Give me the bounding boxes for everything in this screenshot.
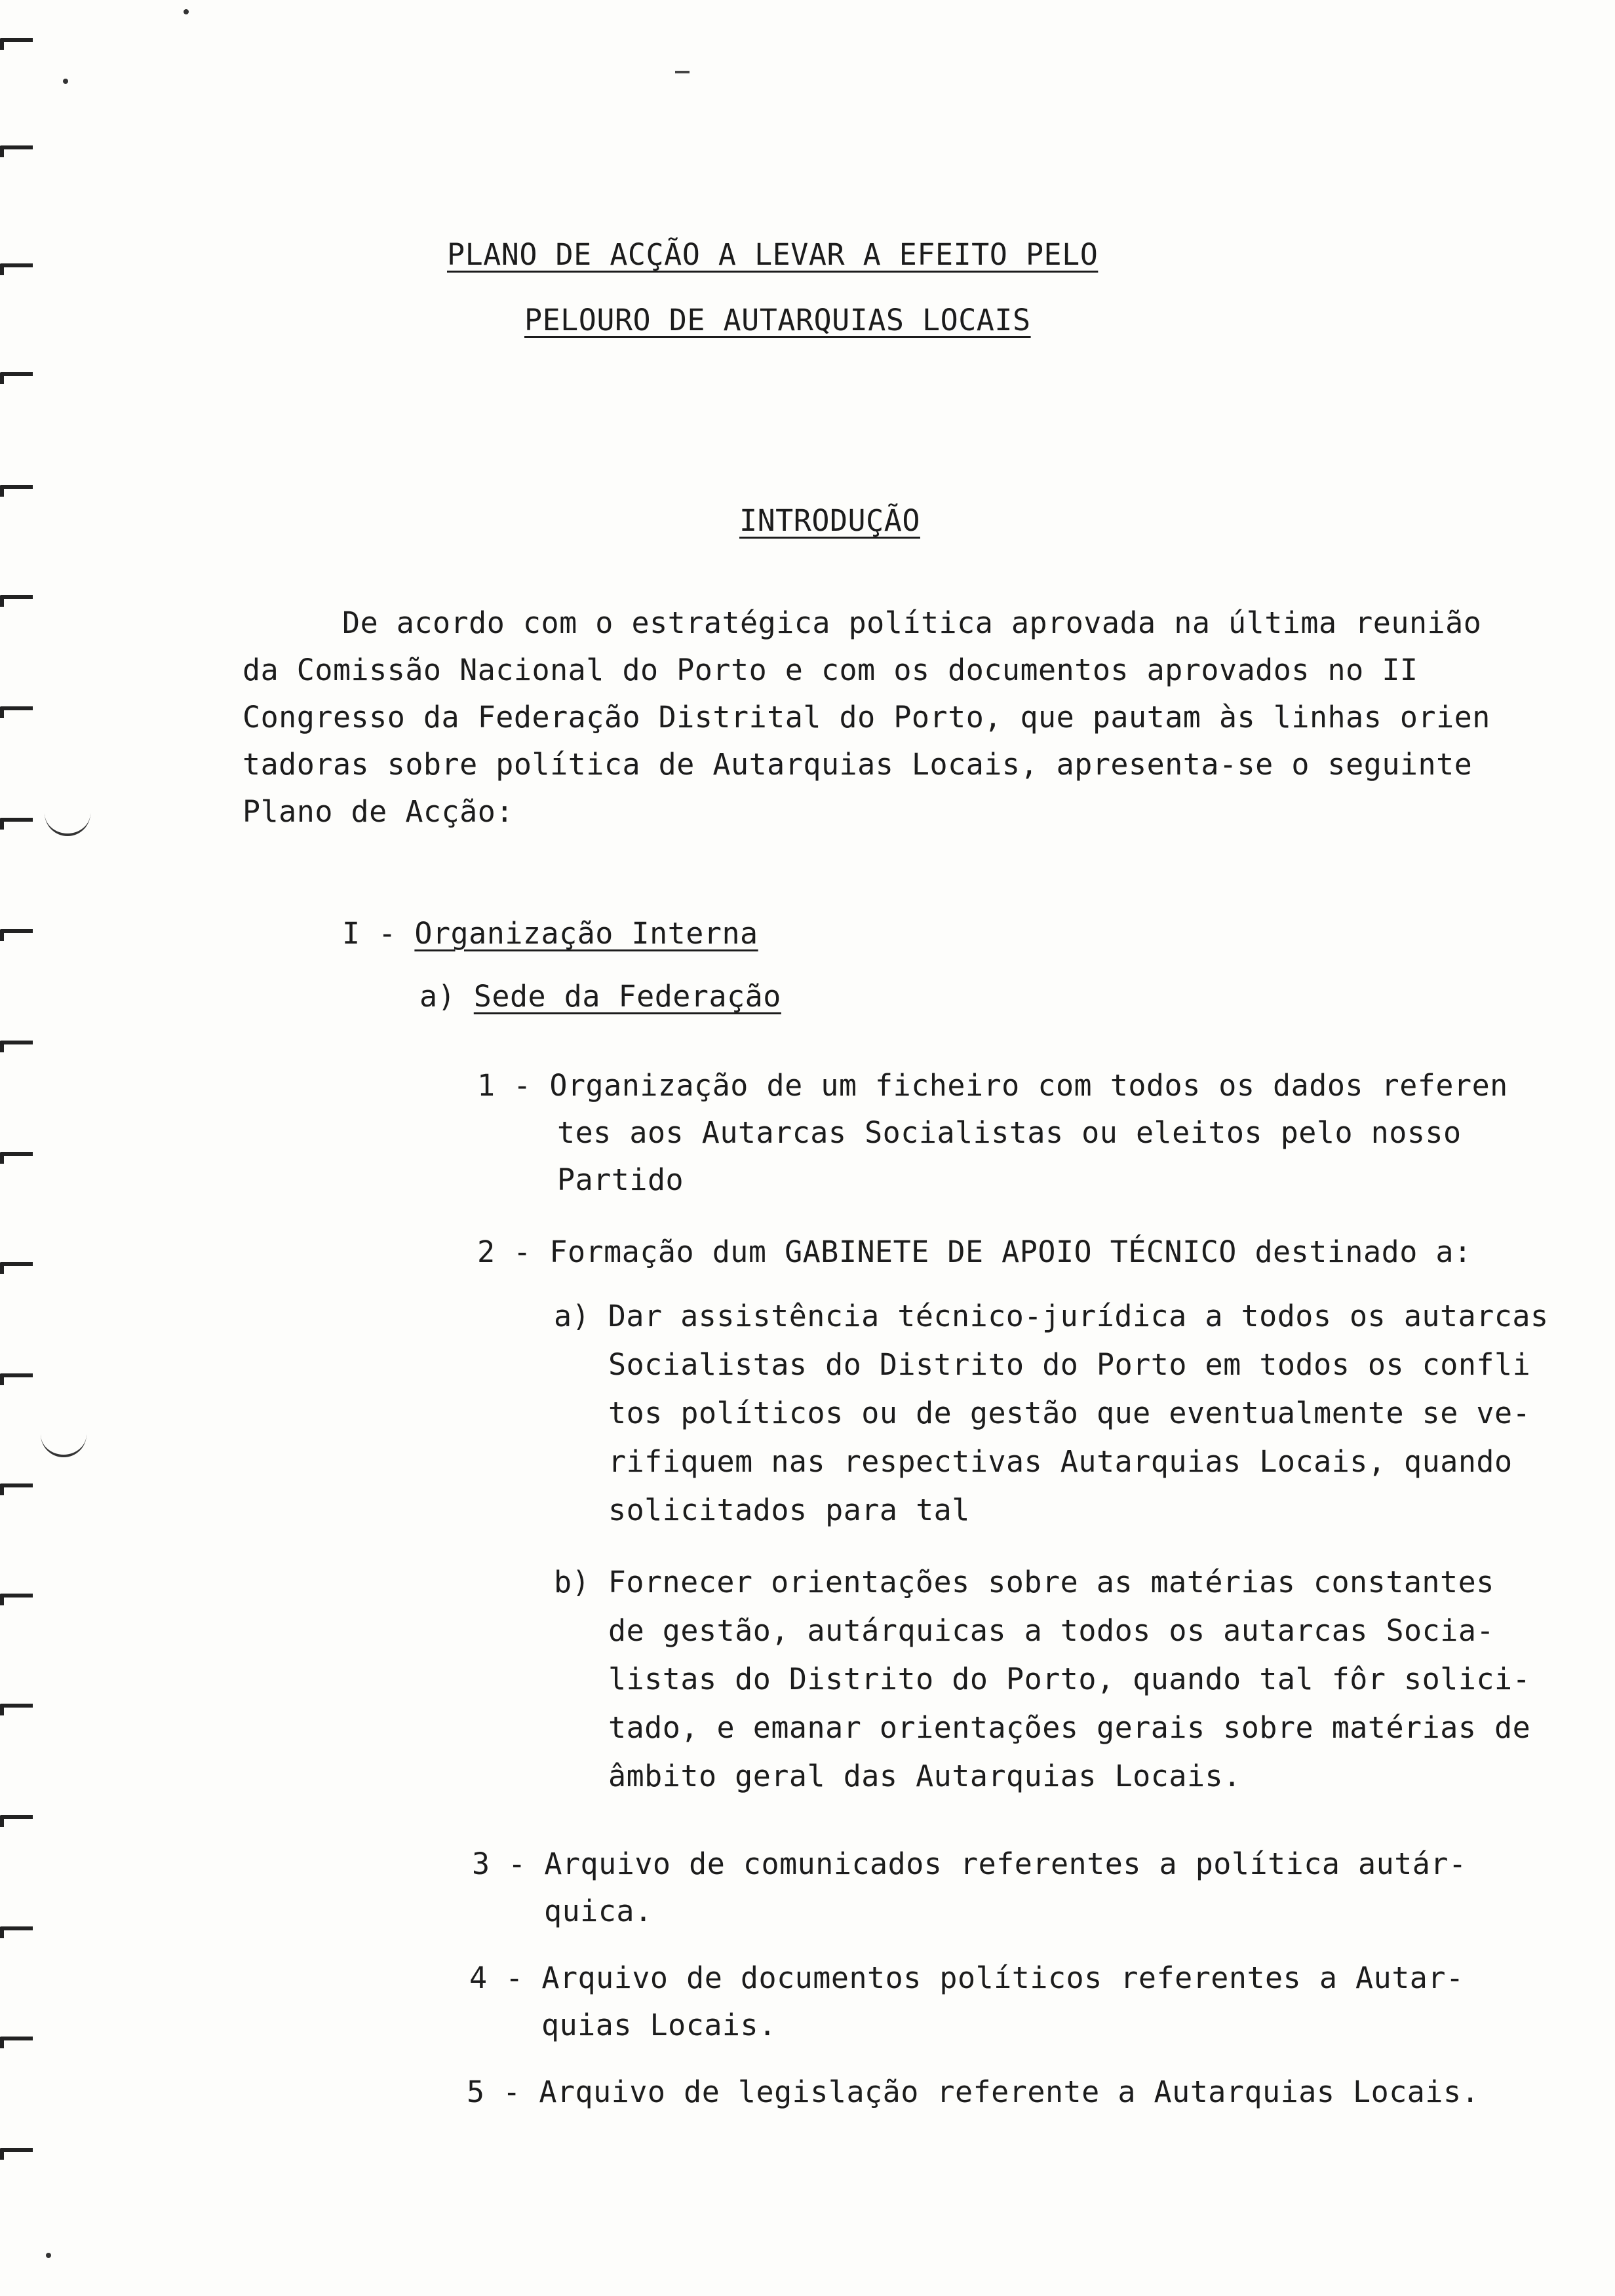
margin-mark xyxy=(0,929,33,941)
intro-line: De acordo com o estratégica política aprovada na última reunião xyxy=(342,605,1482,640)
scan-speck xyxy=(184,9,189,14)
margin-mark xyxy=(0,1704,33,1715)
margin-mark xyxy=(0,2037,33,2048)
list-item-line: tado, e emanar orientações gerais sobre matérias de xyxy=(608,1710,1531,1745)
intro-line: Congresso da Federação Distrital do Porto, que pautam às linhas orien xyxy=(243,700,1490,735)
list-item-line: tos políticos ou de gestão que eventualmente se ve- xyxy=(608,1396,1531,1430)
subsection-marker: a) xyxy=(419,979,474,1014)
list-item-line: solicitados para tal xyxy=(608,1493,970,1527)
margin-mark xyxy=(0,2148,33,2160)
title-line-1: PLANO DE ACÇÃO A LEVAR A EFEITO PELO xyxy=(447,237,1099,272)
margin-mark xyxy=(0,145,33,157)
list-item-line: de gestão, autárquicas a todos os autarcas Socia- xyxy=(608,1613,1495,1648)
subsection-title: Sede da Federação xyxy=(473,979,781,1014)
margin-mark xyxy=(0,1815,33,1827)
list-item-line: rifiquem nas respectivas Autarquias Locais, quando xyxy=(608,1444,1513,1479)
list-item-line: listas do Distrito do Porto, quando tal fôr solici- xyxy=(608,1662,1531,1696)
scan-speck xyxy=(63,79,68,84)
margin-mark xyxy=(0,372,33,384)
margin-mark xyxy=(0,706,33,718)
margin-mark xyxy=(0,263,33,275)
list-item-line: âmbito geral das Autarquias Locais. xyxy=(608,1759,1241,1793)
intro-line: tadoras sobre política de Autarquias Locais, apresenta-se o seguinte xyxy=(243,747,1473,782)
section-heading xyxy=(342,916,758,951)
margin-mark xyxy=(0,1041,33,1052)
list-item-line: 5 - Arquivo de legislação referente a Autarquias Locais. xyxy=(467,2075,1480,2109)
list-item-line: 2 - Formação dum GABINETE DE APOIO TÉCNICO destinado a: xyxy=(477,1234,1472,1269)
margin-mark xyxy=(0,1152,33,1164)
list-item-line: 4 - Arquivo de documentos políticos referentes a Autar- xyxy=(469,1961,1464,1995)
list-item-line: quias Locais. xyxy=(541,2008,777,2042)
intro-line: da Comissão Nacional do Porto e com os documentos aprovados no II xyxy=(243,653,1418,687)
margin-mark xyxy=(0,595,33,607)
margin-arc xyxy=(41,1428,87,1457)
margin-mark xyxy=(0,1926,33,1938)
intro-line: Plano de Acção: xyxy=(243,794,514,829)
list-item-line: b) Fornecer orientações sobre as matérias constantes xyxy=(554,1565,1494,1599)
intro-heading: INTRODUÇÃO xyxy=(739,503,920,538)
scan-speck xyxy=(46,2253,51,2258)
margin-mark xyxy=(0,1262,33,1274)
margin-mark xyxy=(0,1373,33,1385)
list-item-line: 1 - Organização de um ficheiro com todos os dados referen xyxy=(477,1068,1508,1103)
margin-mark xyxy=(0,1594,33,1605)
list-item-line: quica. xyxy=(544,1894,653,1928)
list-item-line: a) Dar assistência técnico-jurídica a todos os autarcas xyxy=(554,1299,1549,1333)
list-item-line: 3 - Arquivo de comunicados referentes a política autár- xyxy=(472,1846,1467,1881)
margin-mark xyxy=(0,1483,33,1495)
title-line-2: PELOURO DE AUTARQUIAS LOCAIS xyxy=(524,303,1031,337)
margin-mark xyxy=(0,38,33,50)
margin-arc xyxy=(45,807,90,836)
scan-speck xyxy=(675,71,690,73)
section-title: Organização Interna xyxy=(414,916,758,951)
list-item-line: Socialistas do Distrito do Porto em todos os confli xyxy=(608,1347,1531,1382)
margin-mark xyxy=(0,485,33,497)
section-number: I - xyxy=(342,916,415,951)
list-item-line: tes aos Autarcas Socialistas ou eleitos pelo nosso xyxy=(557,1115,1462,1150)
list-item-line: Partido xyxy=(557,1162,684,1197)
margin-mark xyxy=(0,818,33,830)
subsection-heading xyxy=(419,979,781,1014)
